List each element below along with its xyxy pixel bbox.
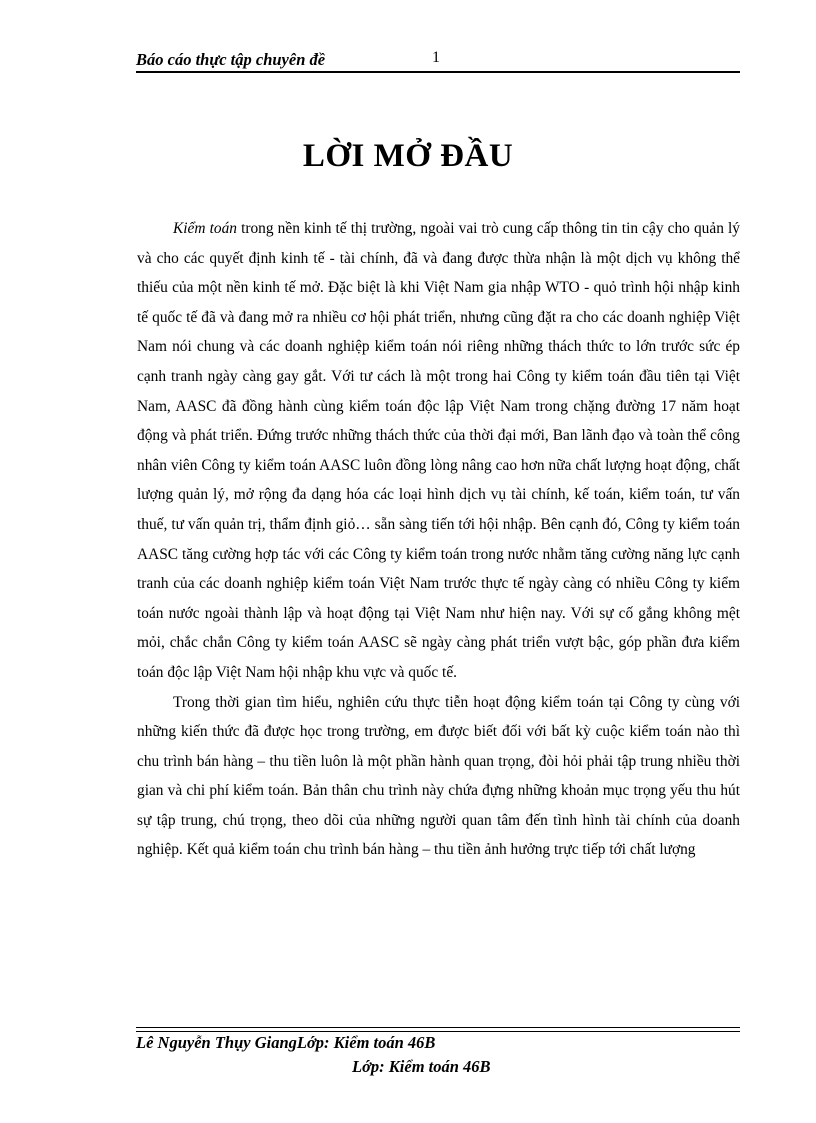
footer-rule	[136, 1027, 740, 1028]
footer-class: Lớp: Kiểm toán 46B	[352, 1057, 491, 1076]
paragraph-text: Trong thời gian tìm hiểu, nghiên cứu thực tiễn hoạt động kiểm toán tại Công ty cùng với những kiến thức đã được học trong trường, em được biết đối với bất kỳ cuộc kiểm toán nào thì chu trình bán hàng – thu tiền luôn là một phần hành quan trọng, đòi hỏi phải tập trung nhiều thời gian và chi phí kiểm toán. Bản thân chu trình này chứa đựng những khoản mục trọng yếu thu hút sự tập trung, chú trọng, theo dõi của những người quan tâm đến tình hình tài chính của doanh nghiệp. Kết quả kiểm toán chu trình bán hàng – thu tiền ảnh hưởng trực tiếp tới chất lượng	[137, 693, 740, 859]
page-header	[136, 48, 740, 70]
paragraph-lead: Kiểm toán	[173, 220, 237, 237]
footer-author-class: Lê Nguyễn Thụy GiangLớp: Kiểm toán 46B	[136, 1033, 436, 1052]
page-number: 1	[432, 49, 440, 66]
body-text	[137, 214, 740, 865]
paragraph	[137, 214, 740, 688]
paragraph	[137, 688, 740, 866]
header-rule	[136, 71, 740, 73]
header-title: Báo cáo thực tập chuyên đề	[136, 50, 326, 69]
page-title: LỜI MỞ ĐẦU	[302, 138, 514, 174]
footer-rule	[136, 1031, 740, 1032]
paragraph-text: trong nền kinh tế thị trường, ngoài vai trò cung cấp thông tin tin cậy cho quản lý và cho các quyết định kinh tế - tài chính, đã và đang được thừa nhận là một dịch vụ không thể thiếu của một nền kinh tế mở. Đặc biệt là khi Việt Nam gia nhập WTO - quỏ trình hội nhập kinh tế quốc tế đã và đang mở ra nhiều cơ hội phát triển, nhưng cũng đặt ra cho các doanh nghiệp Việt Nam nói chung và các doanh nghiệp kiểm toán nói riêng những thách thức to lớn trước sức ép cạnh tranh ngày càng gay gắt. Với tư cách là một trong hai Công ty kiểm toán đầu tiên tại Việt Nam, AASC đã đồng hành cùng kiểm toán độc lập Việt Nam trong chặng đường 17 năm hoạt động và phát triển. Đứng trước những thách thức của thời đại mới, Ban lãnh đạo và toàn thể công nhân viên Công ty kiểm toán AASC luôn đồng lòng nâng cao hơn nữa chất lượng hoạt động, chất lượng quản lý, mở rộng đa dạng hóa các loại hình dịch vụ tài chính, kế toán, kiểm toán, tư vấn thuế, tư vấn quản trị, thẩm định giỏ… sẵn sàng tiến tới hội nhập. Bên cạnh đó, Công ty kiểm toán AASC tăng cường hợp tác với các Công ty kiểm toán trong nước nhằm tăng cường năng lực cạnh tranh của các doanh nghiệp kiểm toán Việt Nam trước thực tế ngày càng có nhiều Công ty kiểm toán nước ngoài thành lập và hoạt động tại Việt Nam như hiện nay. Với sự cố gắng không mệt mỏi, chắc chắn Công ty kiểm toán AASC sẽ ngày càng phát triển vượt bậc, góp phần đưa kiểm toán độc lập Việt Nam hội nhập khu vực và quốc tế.	[137, 220, 740, 681]
